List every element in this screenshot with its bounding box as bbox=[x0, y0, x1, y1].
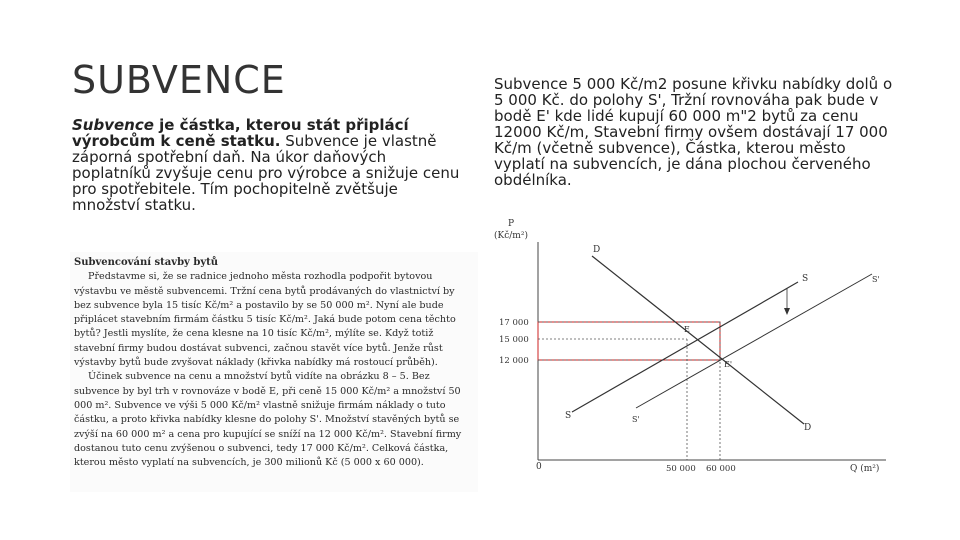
supply-shifted-curve bbox=[636, 274, 872, 408]
explanation-paragraph: Subvence 5 000 Kč/m2 posune křivku nabídky dolů o 5 000 Kč. do polohy S', Tržní rovnováha pak bude v bodě E' kde lidé kupují 60 000 m"2 bytů za cenu 12000 Kč/m, Stavební firmy ovšem dostávají 17 000 Kč/m (včetně subvence), Částka, kterou město vyplatí na subvencích, je dána plochou červeného obdélníka. bbox=[494, 75, 893, 189]
y-axis-unit: (Kč/m²) bbox=[494, 231, 528, 241]
intro-term: Subvence bbox=[72, 116, 154, 134]
subsidy-rectangle bbox=[538, 322, 720, 360]
excerpt-paragraph-2: Účinek subvence na cenu a množství bytů vidíte na obrázku 8 – 5. Bez subvence by byl trh v rovnováze v bodě E, při ceně 15 000 Kč/m² a množství 50 000 m². Subvence ve výši 5 000 Kč/m² vlastně snižuje firmám náklady o tuto částku, a proto křivka nabídky klesne do polohy S'. Množství stavěných bytů se zvýší na 60 000 m² a cena pro kupující se sníží na 12 000 Kč/m². Stavební firmy dostanou tuto cenu zvýšenou o subvenci, tedy 17 000 Kč/m². Celková částka, kterou město vyplatí na subvencích, je 300 milionů Kč (5 000 x 60 000). bbox=[74, 371, 462, 469]
label-new-equilibrium: E' bbox=[724, 360, 733, 369]
origin-label: 0 bbox=[536, 462, 542, 472]
y-axis-label: P bbox=[508, 219, 515, 229]
textbook-excerpt bbox=[70, 252, 478, 492]
excerpt-paragraph-1: Představme si, že se radnice jednoho města rozhodla podpořit bytovou výstavbu ve městě subvencemi. Tržní cena bytů prodávaných do vlastnictví by bez subvence byla 15 tisíc Kč/m² a postavilo by se 50 000 m². Nyní ale bude připlácet stavebním firmám částku 5 tisíc Kč/m². Jaká bude potom cena těchto bytů? Jestli myslíte, že cena klesne na 10 tisíc Kč/m², mýlíte se. Když totiž stavební firmy budou dostávat subvenci, začnou stavět více bytů. Jenže růst výstavby bytů bude zvyšovat náklady (křivka nabídky má rostoucí průběh). bbox=[74, 271, 456, 369]
intro-lead: je částka, kterou stát připlácí výrobcům k ceně statku. bbox=[72, 116, 409, 150]
x-tick-60000: 60 000 bbox=[706, 464, 736, 474]
subsidy-graph bbox=[486, 212, 896, 487]
y-tick-12000: 12 000 bbox=[499, 356, 529, 366]
y-tick-17000: 17 000 bbox=[499, 318, 529, 328]
label-supply-shifted-top: S' bbox=[872, 275, 880, 284]
intro-paragraph bbox=[72, 117, 462, 213]
y-tick-15000: 15 000 bbox=[499, 335, 529, 345]
label-demand-top: D bbox=[593, 245, 601, 255]
x-axis-label: Q (m²) bbox=[850, 464, 880, 474]
intro-rest: Subvence je vlastně záporná spotřební daň. Na úkor daňových poplatníků zvyšuje cenu pro výrobce a snižuje cenu pro spotřebitele. Tím pochopitelně zvětšuje množství statku. bbox=[72, 132, 460, 214]
label-supply-bottom: S bbox=[565, 411, 572, 421]
slide-title: SUBVENCE bbox=[72, 58, 286, 102]
label-supply-top: S bbox=[802, 274, 809, 284]
label-demand-bottom: D bbox=[804, 423, 812, 433]
x-tick-50000: 50 000 bbox=[666, 464, 696, 474]
label-supply-shifted-bottom: S' bbox=[632, 415, 640, 424]
shift-arrow-head bbox=[784, 308, 790, 315]
excerpt-heading: Subvencování stavby bytů bbox=[74, 257, 219, 268]
label-equilibrium: E bbox=[684, 325, 690, 334]
